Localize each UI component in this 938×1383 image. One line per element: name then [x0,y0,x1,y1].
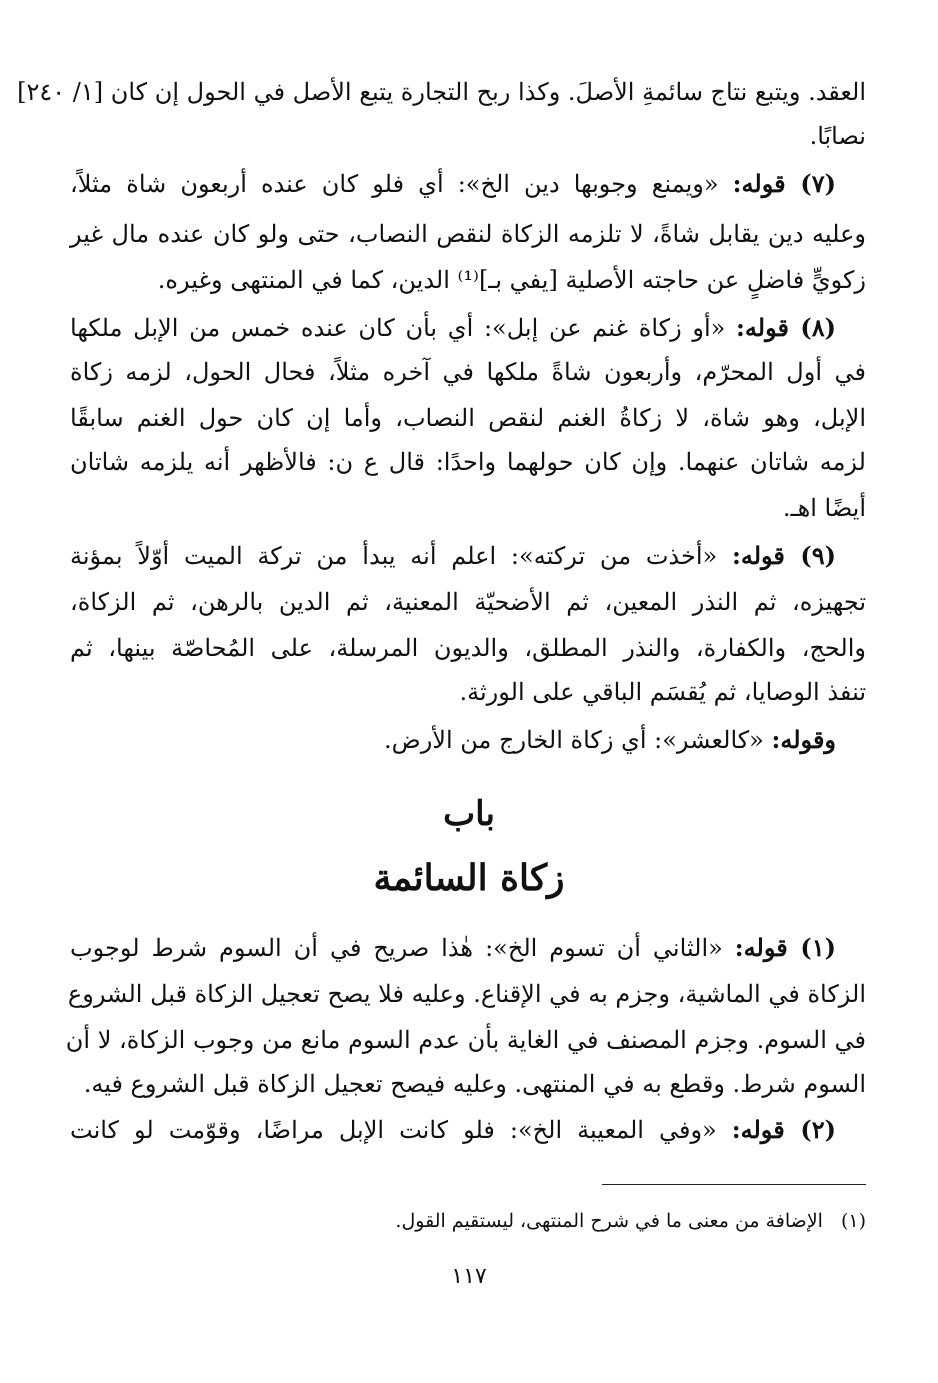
paragraph-label: (٩) قوله: [731,541,836,570]
paragraph-label: (٧) قوله: [732,169,836,198]
paragraph-text: «أو زكاة غنم عن إبل»: أي بأن كان عنده خمس من الإبل ملكها [70,314,737,342]
text-line: وعليه دين يقابل شاةً، لا تلزمه الزكاة لنقص النصاب، حتى ولو كان عنده مال غير [70,220,866,248]
page-number: ١١٧ [451,1264,487,1289]
footnote [395,1206,866,1236]
paragraph-text: «أخذت من تركته»: اعلم أنه يبدأ من تركة الميت أوّلاً بمؤنة [70,542,732,570]
footnote-number: (١) [840,1210,866,1232]
paragraph-label: (٢) قوله: [731,1115,837,1144]
footnote-text: الإضافة من معنى ما في شرح المنتهى، ليستقيم القول. [395,1210,823,1232]
text-line: نصابًا. [809,122,866,150]
text-line: في السوم. وجزم المصنف في الغاية بأن عدم السوم مانع من وجوب الزكاة، لا أن [65,1026,866,1054]
text-line: العقد. ويتبع نتاج سائمةِ الأصلَ. وكذا ربح التجارة يتبع الأصل في الحول إن كان [١/ ٢٤٠] [17,78,866,106]
text-line: زكويٍّ فاضلٍ عن حاجته الأصلية [يفي بـ]⁽¹⁾ الدين، كما في المنتهى وغيره. [157,266,866,294]
text-line: لزمه شاتان عنهما. وإن كان حولهما واحدًا: قال ع ن: فالأظهر أنه يلزمه شاتان [70,448,866,476]
chapter-heading: باب [443,794,495,834]
paragraph-text: «ويمنع وجوبها دين الخ»: أي فلو كان عنده أربعون شاة مثلاً، [70,170,733,198]
paragraph-label: (١) قوله: [734,933,837,962]
paragraph-qawluh-line [384,720,866,760]
text-line: أيضًا اهـ. [782,494,866,522]
paragraph-label: (٨) قوله: [736,313,836,342]
chapter-title: زكاة السائمة [373,857,565,899]
footnote-divider [602,1184,866,1185]
paragraph-9-line [70,536,866,576]
text-line: تنفذ الوصايا، ثم يُقسَم الباقي على الورثة. [459,678,866,706]
text-line: السوم شرط. وقطع به في المنتهى. وعليه فيصح تعجيل الزكاة قبل الشروع فيه. [83,1070,866,1098]
text-line: تجهيزه، ثم النذر المعين، ثم الأضحيّة المعنية، ثم الدين بالرهن، ثم الزكاة، [70,588,866,616]
paragraph-text: «وفي المعيبة الخ»: فلو كانت الإبل مراضًا، وقوّمت لو كانت [70,1116,732,1144]
text-line: والحج، والكفارة، والنذر المطلق، والديون المرسلة، على المُحاصّة بينها، ثم [70,634,866,662]
paragraph-2-line [70,1110,866,1150]
paragraph-label: وقوله: [771,725,836,754]
text-line: في أول المحرّم، وأربعون شاةً ملكها في آخره مثلاً، فحال الحول، لزمه زكاة [70,358,866,386]
paragraph-1-line [70,928,866,968]
paragraph-text: «الثاني أن تسوم الخ»: هٰذا صريح في أن السوم شرط لوجوب [70,934,735,962]
paragraph-7-line [70,164,866,204]
paragraph-8-line [70,308,866,348]
text-line: الزكاة في الماشية، وجزم به في الإقناع. وعليه فلا يصح تعجيل الزكاة قبل الشروع [67,980,866,1008]
text-line: الإبل، وهو شاة، لا زكاةُ الغنم لنقص النصاب، وأما إن كان حول الغنم سابقًا [70,404,866,432]
paragraph-text: «كالعشر»: أي زكاة الخارج من الأرض. [384,726,772,754]
